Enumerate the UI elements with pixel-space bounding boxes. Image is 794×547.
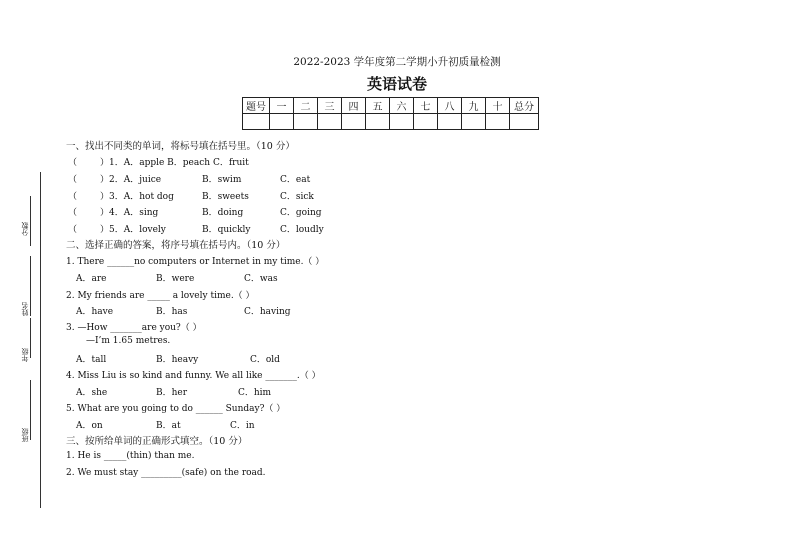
- section1-heading: 一、找出不同类的单词，将标号填在括号里。（10 分）: [66, 141, 295, 152]
- score-header-cell: 六: [390, 98, 414, 114]
- class-blank-line: [30, 380, 31, 440]
- s2-q5-option-a: A．on: [76, 421, 103, 431]
- score-blank-cell[interactable]: [438, 114, 462, 130]
- s2-q2-option-c: C．having: [244, 307, 291, 317]
- score-header-cell: 七: [414, 98, 438, 114]
- grade-label: 年级: [21, 348, 29, 362]
- score-header-cell: 题号: [243, 98, 270, 114]
- s1-q4-text: ）4．A．sing: [100, 208, 159, 218]
- s2-q2-stem: 2. My friends are _____ a lovely time.（ ）: [66, 291, 255, 301]
- s2-q4-option-a: A．she: [76, 388, 108, 398]
- s1-q5-text: ）5．A．lovely: [100, 225, 166, 235]
- exam-title: 英语试卷: [366, 75, 427, 93]
- name-label: 姓名: [21, 302, 29, 316]
- s1-q1-text: ）1．A．apple B．peach C．fruit: [100, 158, 249, 168]
- s2-q3-stem: 3. —How _______are you?（ ）: [66, 323, 202, 333]
- score-header-cell: 五: [366, 98, 390, 114]
- s3-q1: 1. He is _____(thin) than me.: [66, 451, 195, 461]
- score-table: [242, 97, 539, 130]
- score-blank-cell[interactable]: [510, 114, 539, 130]
- s1-q3-text: ）3．A．hot dog: [100, 192, 174, 202]
- score-header-cell: 二: [294, 98, 318, 114]
- score-blank-cell[interactable]: [390, 114, 414, 130]
- s2-q3-option-a: A．tall: [76, 355, 107, 365]
- s1-q1-paren: （: [68, 158, 78, 168]
- s1-q3-option-c: C．sick: [280, 192, 314, 202]
- score-blank-cell[interactable]: [366, 114, 390, 130]
- section2-heading: 二、选择正确的答案，将序号填在括号内。（10 分）: [66, 240, 286, 251]
- s1-q3-paren: （: [68, 192, 78, 202]
- score-blank-cell[interactable]: [270, 114, 294, 130]
- s1-q2-paren: （: [68, 175, 78, 185]
- s2-q2-option-a: A．have: [76, 307, 114, 317]
- s1-q4-paren: （: [68, 208, 78, 218]
- score-table-header-row: [243, 98, 539, 114]
- score-header-cell: 八: [438, 98, 462, 114]
- s2-q5-option-c: C．in: [230, 421, 255, 431]
- s2-q1-option-c: C．was: [244, 274, 278, 284]
- s1-q5-option-b: B．quickly: [202, 225, 251, 235]
- score-header-cell: 三: [318, 98, 342, 114]
- s2-q1-stem: 1. There ______no computers or Internet in my time.（ ）: [66, 257, 325, 267]
- section3-heading: 三、按所给单词的正确形式填空。（10 分）: [66, 436, 248, 447]
- s1-q2-option-b: B．swim: [202, 175, 242, 185]
- s2-q3-option-c: C．old: [250, 355, 280, 365]
- s3-q2: 2. We must stay _________(safe) on the road.: [66, 468, 266, 478]
- score-header-cell: 十: [486, 98, 510, 114]
- score-header-cell: 一: [270, 98, 294, 114]
- s2-q1-option-a: A．are: [76, 274, 107, 284]
- s2-q3-option-b: B．heavy: [156, 355, 199, 365]
- s2-q4-stem: 4. Miss Liu is so kind and funny. We all like _______.（ ）: [66, 371, 321, 381]
- score-blank-cell[interactable]: [414, 114, 438, 130]
- binding-line: [40, 172, 41, 508]
- score-blank-cell[interactable]: [318, 114, 342, 130]
- s1-q3-option-b: B．sweets: [202, 192, 249, 202]
- score-header-cell: 四: [342, 98, 366, 114]
- name-blank-line: [30, 256, 31, 316]
- school-year-line: 2022-2023 学年度第二学期小升初质量检测: [293, 56, 501, 68]
- s1-q2-text: ）2．A．juice: [100, 175, 162, 185]
- s1-q5-paren: （: [68, 225, 78, 235]
- s2-q5-option-b: B．at: [156, 421, 181, 431]
- grade-blank-line: [30, 318, 31, 358]
- class-label: 班级: [21, 428, 29, 442]
- s1-q4-option-b: B．doing: [202, 208, 244, 218]
- score-blank-cell[interactable]: [462, 114, 486, 130]
- score-blank-cell[interactable]: [294, 114, 318, 130]
- s2-q4-option-b: B．her: [156, 388, 188, 398]
- score-label: 分数: [21, 222, 29, 236]
- s2-q4-option-c: C．him: [238, 388, 272, 398]
- s2-q2-option-b: B．has: [156, 307, 188, 317]
- score-blank-cell[interactable]: [486, 114, 510, 130]
- score-header-cell: 九: [462, 98, 486, 114]
- s2-q1-option-b: B．were: [156, 274, 195, 284]
- s2-q5-stem: 5. What are you going to do ______ Sunday?（ ）: [66, 404, 286, 414]
- s1-q2-option-c: C．eat: [280, 175, 311, 185]
- score-blank-line: [30, 196, 31, 246]
- score-table-blank-row: [243, 114, 539, 130]
- score-blank-cell[interactable]: [342, 114, 366, 130]
- score-blank-cell[interactable]: [243, 114, 270, 130]
- s1-q4-option-c: C．going: [280, 208, 322, 218]
- s2-q3-line2: —I’m 1.65 metres.: [86, 336, 171, 346]
- s1-q5-option-c: C．loudly: [280, 225, 324, 235]
- score-header-cell: 总分: [510, 98, 539, 114]
